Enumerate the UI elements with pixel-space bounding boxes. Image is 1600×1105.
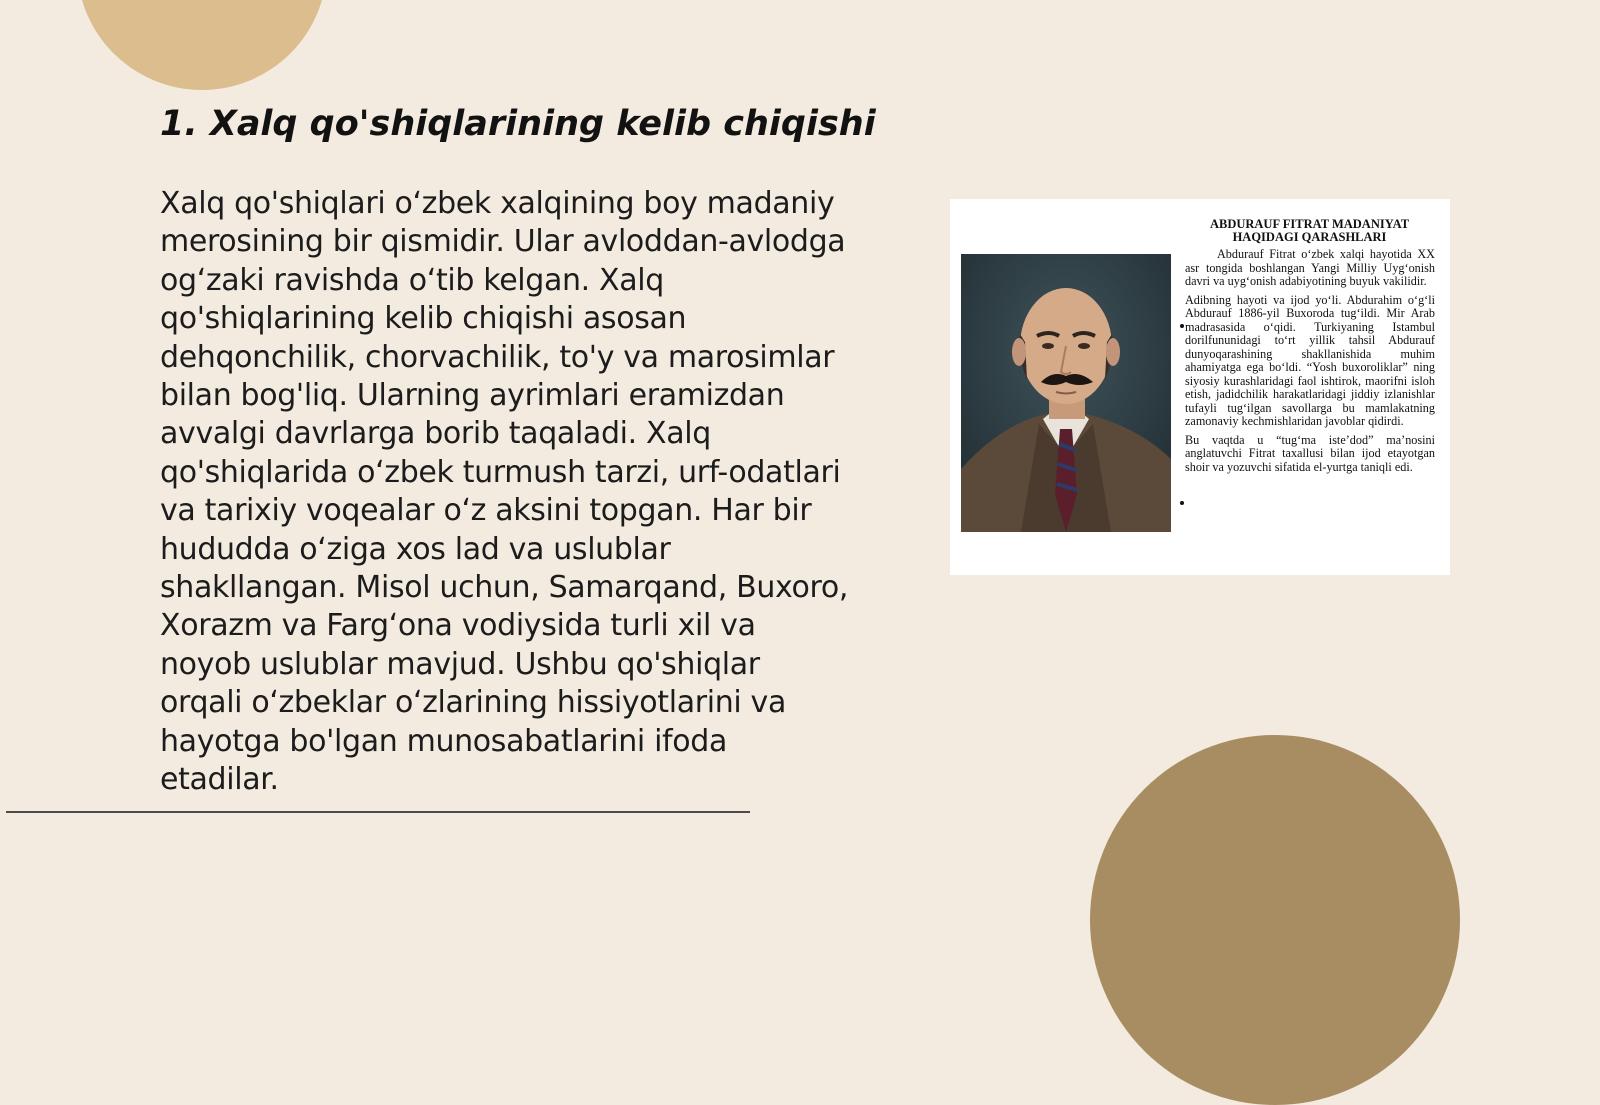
textbook-image-card xyxy=(950,199,1450,575)
decorative-circle-bottom xyxy=(1090,735,1460,1105)
slide-title: 1. Xalq qo'shiqlarining kelib chiqishi xyxy=(160,104,876,144)
decorative-circle-top xyxy=(77,0,327,90)
slide-body-text: Xalq qo'shiqlari o‘zbek xalqining boy madaniy merosining bir qismidir. Ular avloddan-avlodga og‘zaki ravishda o‘tib kelgan. Xalq qo'shiqlarining kelib chiqishi asosan dehqonchilik, chorvachilik, to'y va marosimlar bilan bog'liq. Ularning ayrimlari eramizdan avvalgi davrlarga borib taqaladi. Xalq qo'shiqlarida o‘zbek turmush tarzi, urf-odatlari va tarixiy voqealar o‘z aksini topgan. Har bir hududda o‘ziga xos lad va uslublar shakllangan. Misol uchun, Samarqand, Buxoro, Xorazm va Farg‘ona vodiysida turli xil va noyob uslublar mavjud. Ushbu qo'shiqlar orqali o‘zbeklar o‘zlarining hissiyotlarini va hayotga bo'lgan munosabatlarini ifoda etadilar. xyxy=(160,186,849,798)
horizontal-divider xyxy=(6,811,750,813)
card-paragraph: Adibning hayoti va ijod yo‘li. Abdurahim o‘g‘li Abdurauf 1886-yil Buxoroda tug‘ildi. Mir Arab madrasasida o‘qidi. Turkiyaning Istambul dorilfununidagi to‘rt yillik tahsil Abdurauf dunyoqarashining shakllanishida muhim ahamiyatga ega bo‘ldi. “Yosh buxoroliklar” ning siyosiy kurashlaridagi faol ishtirok, maorifni isloh etish, jadidchilik harakatlaridagi jiddiy izlanishlar tufayli tug‘ilgan savollarga bu mamlakatning zamonaviy kechmishlaridan javoblar qidirdi. xyxy=(1185,292,1435,428)
card-heading-line-2: HAQIDAGI QARASHLARI xyxy=(1232,230,1387,244)
card-heading-line-1: ABDURAUF FITRAT MADANIYAT xyxy=(1209,217,1410,231)
portrait-photo xyxy=(961,254,1171,532)
bullet-marker xyxy=(1180,501,1184,505)
card-paragraph: Abdurauf Fitrat o‘zbek xalqi hayotida XX asr tongida boshlangan Yangi Milliy Uyg‘onish davri va uyg‘onish adabiyotining buyuk vakilidir. xyxy=(1185,247,1435,288)
card-heading xyxy=(1182,218,1437,244)
card-paragraph: Bu vaqtda u “tug‘ma iste’dod” ma’nosini anglatuvchi Fitrat taxallusi bilan ijod etayotgan shoir va yozuvchi sifatida el-yurtga taniqli edi. xyxy=(1185,432,1435,474)
bullet-marker xyxy=(1180,324,1184,328)
card-text xyxy=(1185,248,1435,479)
